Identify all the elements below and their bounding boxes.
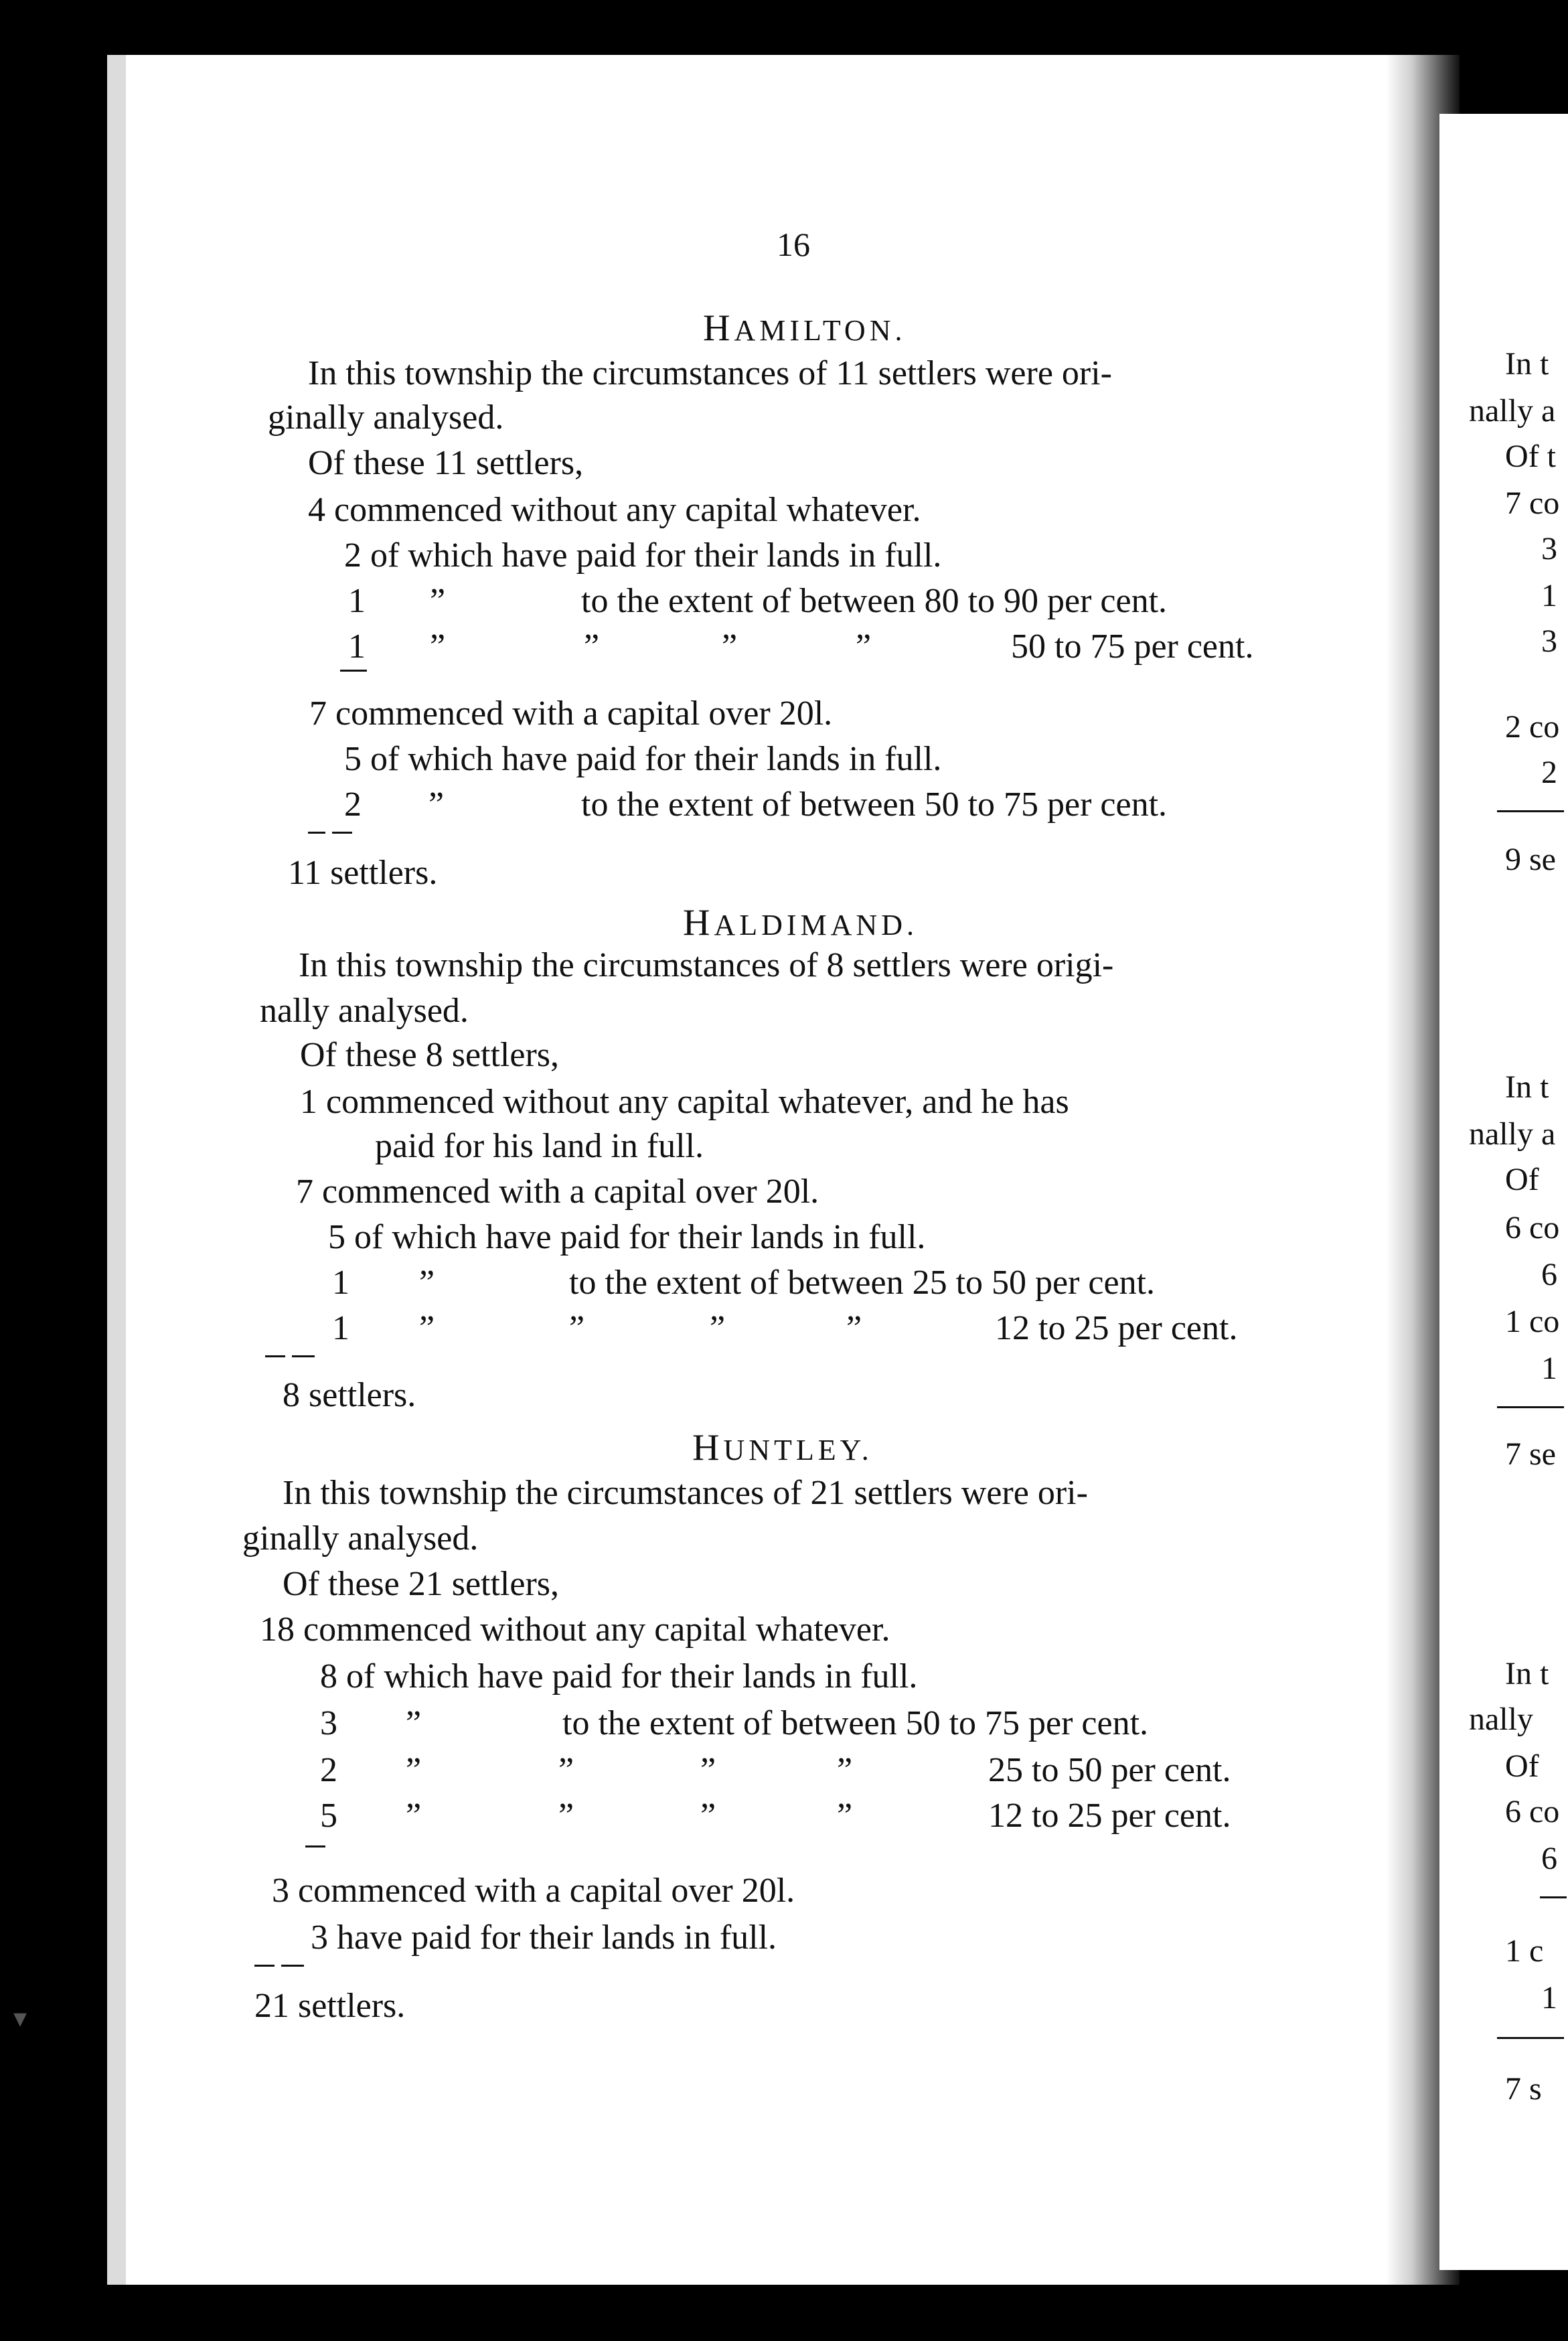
facing-line: 3 — [1541, 623, 1557, 659]
ditto-mark: ” — [558, 1797, 574, 1835]
facing-line: 6 — [1541, 1257, 1557, 1292]
sum-rule — [1497, 1406, 1564, 1408]
facing-line: nally — [1469, 1702, 1533, 1737]
facing-line: 3 — [1541, 531, 1557, 567]
facing-line: 1 c — [1505, 1933, 1544, 1969]
facing-line: 1 — [1541, 1980, 1557, 2016]
sum-rule — [340, 670, 367, 672]
facing-line: Of — [1505, 1162, 1539, 1197]
sum-rule — [281, 1965, 304, 1967]
facing-line: In t — [1505, 346, 1549, 382]
sub-text: 50 to 75 per cent. — [1011, 627, 1254, 666]
facing-line: 1 co — [1505, 1304, 1560, 1339]
intro-line: nally analysed. — [260, 992, 469, 1030]
sub-text: 12 to 25 per cent. — [988, 1797, 1231, 1835]
sub-line: 8 of which have paid for their lands in full. — [320, 1657, 918, 1695]
group-line: 4 commenced without any capital whatever. — [308, 491, 921, 529]
page-number: 16 — [777, 226, 810, 263]
facing-line: 6 — [1541, 1841, 1557, 1876]
sub-count: 2 — [344, 785, 362, 824]
ditto-mark: ” — [569, 1309, 585, 1347]
sub-count: 3 — [320, 1704, 337, 1742]
ditto-mark: ” — [430, 627, 446, 666]
ditto-mark: ” — [406, 1797, 422, 1835]
intro-line: ginally analysed. — [242, 1519, 479, 1558]
facing-line: nally a — [1469, 393, 1556, 429]
section-heading-haldimand — [683, 904, 918, 941]
facing-line: 2 — [1541, 755, 1557, 790]
sub-text: 12 to 25 per cent. — [995, 1309, 1238, 1347]
facing-line: 1 — [1541, 578, 1557, 613]
ditto-mark: ” — [700, 1751, 716, 1789]
sub-count: 5 — [320, 1797, 337, 1835]
sub-text: to the extent of between 50 to 75 per cent. — [562, 1704, 1149, 1742]
sub-line: 5 of which have paid for their lands in full. — [328, 1218, 926, 1256]
scan-speck: ▾ — [13, 2003, 27, 2033]
sum-rule — [308, 832, 325, 834]
intro-line: In this township the circumstances of 21 settlers were ori- — [283, 1474, 1088, 1512]
ditto-mark: ” — [406, 1704, 422, 1742]
group-line: 1 commenced without any capital whatever, and he has — [300, 1083, 1069, 1121]
of-these-line: Of these 8 settlers, — [300, 1036, 560, 1074]
of-these-line: Of these 21 settlers, — [283, 1565, 560, 1603]
facing-line: 2 co — [1505, 709, 1560, 745]
heading-rest: ALDIMAND. — [714, 909, 918, 941]
heading-rest: AMILTON. — [734, 314, 907, 347]
facing-line: 1 — [1541, 1351, 1557, 1386]
group-line-continued: paid for his land in full. — [375, 1127, 704, 1165]
facing-line: nally a — [1469, 1116, 1556, 1152]
sub-line: 3 have paid for their lands in full. — [311, 1918, 777, 1957]
facing-line: Of — [1505, 1748, 1539, 1784]
sub-count: 1 — [348, 582, 366, 620]
sub-count: 2 — [320, 1751, 337, 1789]
group-line: 3 commenced with a capital over 20l. — [272, 1872, 795, 1910]
facing-line: 7 se — [1505, 1436, 1556, 1472]
group-line: 7 commenced with a capital over 20l. — [296, 1173, 819, 1211]
ditto-mark: ” — [846, 1309, 862, 1347]
ditto-mark: ” — [419, 1264, 435, 1302]
ditto-mark: ” — [856, 627, 872, 666]
sub-count: 1 — [348, 627, 366, 666]
sub-text: 25 to 50 per cent. — [988, 1751, 1231, 1789]
sum-rule — [1540, 1896, 1567, 1898]
sum-rule — [305, 1845, 325, 1847]
ditto-mark: ” — [419, 1309, 435, 1347]
total-line: 21 settlers. — [254, 1987, 406, 2025]
sub-line: 5 of which have paid for their lands in full. — [344, 740, 942, 778]
section-heading-hamilton — [703, 309, 906, 347]
sum-rule — [292, 1355, 315, 1357]
facing-line: 7 co — [1505, 485, 1560, 521]
group-line: 18 commenced without any capital whatever. — [260, 1610, 890, 1649]
heading-initial: H — [683, 902, 714, 943]
ditto-mark: ” — [700, 1797, 716, 1835]
heading-initial: H — [703, 307, 734, 349]
page-edge-shadow — [107, 55, 126, 2285]
facing-line: 6 co — [1505, 1210, 1560, 1245]
total-line: 11 settlers. — [288, 854, 438, 892]
total-line: 8 settlers. — [283, 1376, 416, 1414]
ditto-mark: ” — [406, 1751, 422, 1789]
book-page — [107, 55, 1399, 2285]
sum-rule — [1497, 810, 1564, 812]
ditto-mark: ” — [837, 1797, 853, 1835]
sum-rule — [332, 832, 352, 834]
intro-line: In this township the circumstances of 8 settlers were origi- — [299, 946, 1114, 984]
sum-rule — [265, 1355, 285, 1357]
ditto-mark: ” — [430, 582, 446, 620]
heading-rest: UNTLEY. — [723, 1434, 873, 1466]
ditto-mark: ” — [558, 1751, 574, 1789]
ditto-mark: ” — [584, 627, 600, 666]
intro-line: ginally analysed. — [268, 398, 504, 437]
ditto-mark: ” — [837, 1751, 853, 1789]
facing-line: 6 co — [1505, 1794, 1560, 1829]
sub-count: 1 — [332, 1309, 349, 1347]
sub-line: 2 of which have paid for their lands in full. — [344, 536, 942, 575]
section-heading-huntley — [692, 1429, 873, 1466]
ditto-mark: ” — [722, 627, 738, 666]
facing-page-fragment — [1439, 114, 1568, 2270]
intro-line: In this township the circumstances of 11 settlers were ori- — [308, 354, 1112, 392]
sub-text: to the extent of between 80 to 90 per cent. — [581, 582, 1168, 620]
sum-rule — [1497, 2037, 1564, 2039]
ditto-mark: ” — [710, 1309, 726, 1347]
sum-rule — [254, 1965, 275, 1967]
facing-line: 9 se — [1505, 842, 1556, 877]
facing-line: In t — [1505, 1656, 1549, 1691]
of-these-line: Of these 11 settlers, — [308, 444, 584, 482]
ditto-mark: ” — [428, 785, 445, 824]
sub-text: to the extent of between 25 to 50 per cent. — [569, 1264, 1156, 1302]
group-line: 7 commenced with a capital over 20l. — [309, 694, 833, 733]
facing-line: Of t — [1505, 439, 1556, 474]
facing-line: In t — [1505, 1069, 1549, 1105]
sub-count: 1 — [332, 1264, 349, 1302]
sub-text: to the extent of between 50 to 75 per cent. — [581, 785, 1168, 824]
heading-initial: H — [692, 1427, 724, 1468]
facing-line: 7 s — [1505, 2071, 1542, 2107]
